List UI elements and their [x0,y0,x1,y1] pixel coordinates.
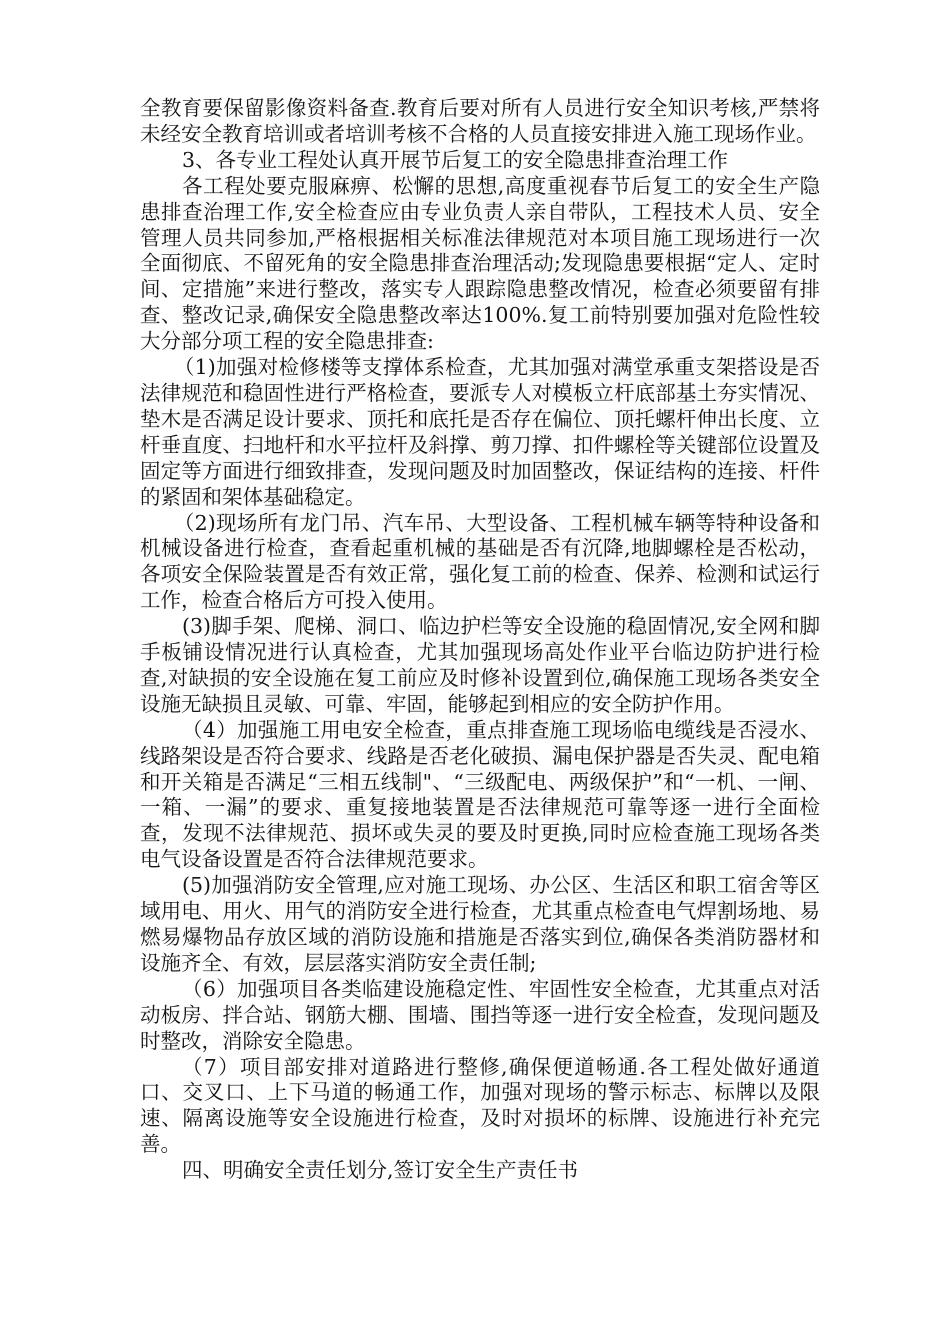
list-item-temporary-facilities: （6）加强项目各类临建设施稳定性、牢固性安全检查，尤其重点对活动板房、拌合站、钢筋大棚、围墙、围挡等逐一进行安全检查，发现问题及时整改，消除安全隐患。 [140,976,820,1053]
list-item-electrical-safety: （4）加强施工用电安全检查，重点排查施工现场临电缆线是否浸水、线路架设是否符合要求、线路是否老化破损、漏电保护器是否失灵、配电箱和开关箱是否满足“三相五线制"、“三级配电、两级保护”和“一机、一闸、一箱、一漏”的要求、重复接地装置是否法律规范可靠等逐一进行全面检查，发现不法律规范、损坏或失灵的要及时更换,同时应检查施工现场各类电气设备设置是否符合法律规范要求。 [140,717,820,872]
paragraph-education-continuation: 全教育要保留影像资料备查.教育后要对所有人员进行安全知识考核,严禁将未经安全教育培训或者培训考核不合格的人员直接安排进入施工现场作业。 [140,96,820,146]
section-heading-hazard-inspection: 3、各专业工程处认真开展节后复工的安全隐患排查治理工作 [182,147,729,172]
list-item-road-maintenance: （7）项目部安排对道路进行整修,确保便道畅通.各工程处做好通道口、交叉口、上下马道的畅通工作，加强对现场的警示标志、标牌以及限速、隔离设施等安全设施进行检查，及时对损坏的标牌、设施进行补充完善。 [140,1054,820,1157]
section-heading-responsibility: 四、明确安全责任划分,签订安全生产责任书 [182,1158,579,1183]
paragraph-hazard-inspection: 各工程处要克服麻痹、松懈的思想,高度重视春节后复工的安全生产隐患排查治理工作,安全检查应由专业负责人亲自带队，工程技术人员、安全管理人员共同参加,严格根据相关标准法律规范对本项目施工现场进行一次全面彻底、不留死角的安全隐患排查治理活动;发现隐患要根据“定人、定时间、定措施”来进行整改，落实专人跟踪隐患整改情况，检查必须要留有排查、整改记录,确保安全隐患整改率达100%.复工前特别要加强对危险性较大分部分项工程的安全隐患排查: [140,173,820,354]
list-item-lifting-equipment: （2)现场所有龙门吊、汽车吊、大型设备、工程机械车辆等特种设备和机械设备进行检查，查看起重机械的基础是否有沉降,地脚螺栓是否松动，各项安全保险装置是否有效正常，强化复工前的检查、保养、检测和试运行工作，检查合格后方可投入使用。 [140,510,820,613]
document-body [140,96,820,1184]
list-item-support-system: （1)加强对检修楼等支撑体系检查，尤其加强对满堂承重支架搭设是否法律规范和稳固性进行严格检查，要派专人对模板立杆底部基土夯实情况、垫木是否满足设计要求、顶托和底托是否存在偏位、顶托螺杆伸出长度、立杆垂直度、扫地杆和水平拉杆及斜撑、剪刀撑、扣件螺栓等关键部位设置及固定等方面进行细致排查，发现问题及时加固整改，保证结构的连接、杆件的紧固和架体基础稳定。 [140,355,820,509]
list-item-scaffolding: (3)脚手架、爬梯、洞口、临边护栏等安全设施的稳固情况,安全网和脚手板铺设情况进行认真检查，尤其加强现场高处作业平台临边防护进行检查,对缺损的安全设施在复工前应及时修补设置到位,确保施工现场各类安全设施无缺损且灵敏、可靠、牢固，能够起到相应的安全防护作用。 [140,614,820,716]
list-item-fire-safety: (5)加强消防安全管理,应对施工现场、办公区、生活区和职工宿舍等区域用电、用火、用气的消防安全进行检查，尤其重点检查电气焊割场地、易燃易爆物品存放区域的消防设施和措施是否落实到位,确保各类消防器材和设施齐全、有效，层层落实消防安全责任制; [140,873,820,975]
